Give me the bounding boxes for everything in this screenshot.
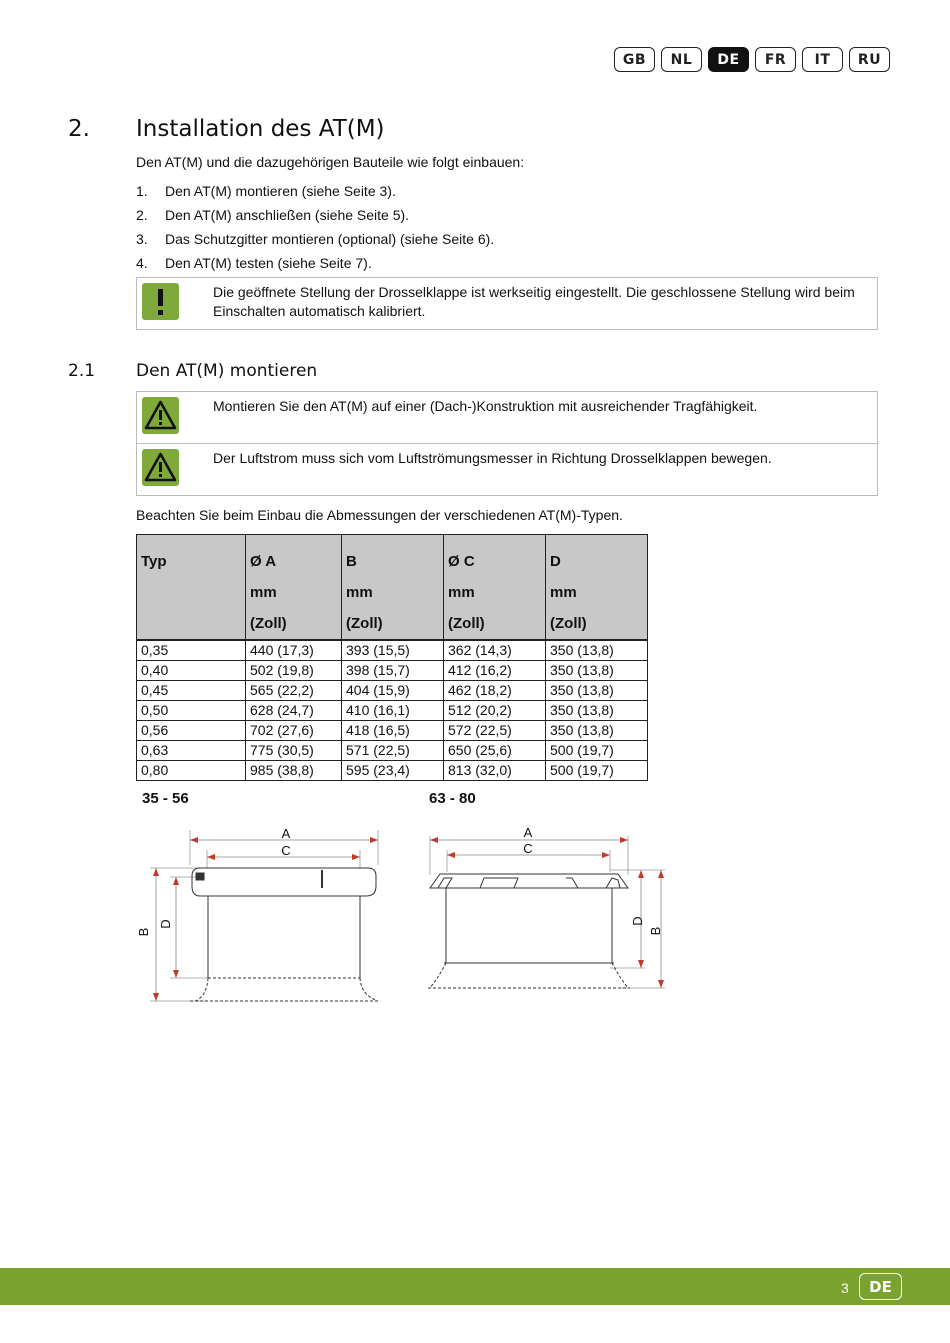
table-row: 0,40 502 (19,8) 398 (15,7) 412 (16,2) 350 (13,8) [137,661,648,681]
table-header-row [137,535,648,641]
step-item: 2. Den AT(M) anschließen (siehe Seite 5). [136,207,410,223]
table-intro: Beachten Sie beim Einbau die Abmessungen der verschiedenen AT(M)-Typen. [136,507,623,523]
warning-box [136,391,878,496]
warning-text: Montieren Sie den AT(M) auf einer (Dach-)Konstruktion mit ausreichender Tragfähigkeit. [213,398,758,414]
step-item: 3. Das Schutzgitter montieren (optional) (siehe Seite 6). [136,231,495,247]
col-header-d: D mm (Zoll) [546,535,648,641]
page-number: 3 [841,1280,849,1296]
col-header-a: Ø A mm (Zoll) [246,535,342,641]
dim-label-b: B [136,927,151,937]
section-title: Installation des AT(M) [136,116,385,142]
footer-lang-badge: DE [859,1273,902,1300]
dim-label-d: D [158,919,173,929]
dim-label-c: C [523,841,533,856]
warning-triangle-icon [142,449,179,486]
step-item: 4. Den AT(M) testen (siehe Seite 7). [136,255,372,271]
table-row: 0,63 775 (30,5) 571 (22,5) 650 (25,6) 500 (19,7) [137,741,648,761]
col-header-b: B mm (Zoll) [342,535,444,641]
dim-label-c: C [281,843,291,858]
language-selector [614,47,890,72]
warning-text: Der Luftstrom muss sich vom Luftströmungsmesser in Richtung Drosselklappen bewegen. [213,450,772,466]
diagram-large [420,820,680,1000]
warning-triangle-icon [142,397,179,434]
dim-label-d: D [630,916,645,926]
lang-de[interactable]: DE [708,47,749,72]
lang-nl[interactable]: NL [661,47,702,72]
dim-label-a: A [523,825,533,840]
diagram-title-large: 63 - 80 [429,790,476,807]
lang-ru[interactable]: RU [849,47,890,72]
step-item: 1. Den AT(M) montieren (siehe Seite 3). [136,183,396,199]
notice-text: Die geöffnete Stellung der Drosselklappe ist werkseitig eingestellt. Die geschlossene Stellung wird beim Einschalten automatisch kalibriert. [213,284,855,319]
subsection-title: Den AT(M) montieren [136,361,318,381]
notice-box [136,277,878,330]
diagram-small [130,820,390,1010]
table-row: 0,50 628 (24,7) 410 (16,1) 512 (20,2) 350 (13,8) [137,701,648,721]
lang-gb[interactable]: GB [614,47,655,72]
table-row: 0,80 985 (38,8) 595 (23,4) 813 (32,0) 500 (19,7) [137,761,648,781]
intro-text: Den AT(M) und die dazugehörigen Bauteile wie folgt einbauen: [136,154,525,170]
dim-label-a: A [281,826,291,841]
section-number: 2. [68,116,90,142]
exclamation-icon [142,283,179,320]
table-row: 0,45 565 (22,2) 404 (15,9) 462 (18,2) 350 (13,8) [137,681,648,701]
diagram-title-small: 35 - 56 [142,790,189,807]
lang-fr[interactable]: FR [755,47,796,72]
dimensions-table [136,534,648,781]
dim-label-b: B [648,926,663,936]
subsection-number: 2.1 [68,361,96,381]
lang-it[interactable]: IT [802,47,843,72]
col-header-typ: Typ [137,535,246,641]
table-row: 0,56 702 (27,6) 418 (16,5) 572 (22,5) 350 (13,8) [137,721,648,741]
footer-bar [0,1268,950,1305]
table-row: 0,35 440 (17,3) 393 (15,5) 362 (14,3) 350 (13,8) [137,640,648,661]
col-header-c: Ø C mm (Zoll) [444,535,546,641]
